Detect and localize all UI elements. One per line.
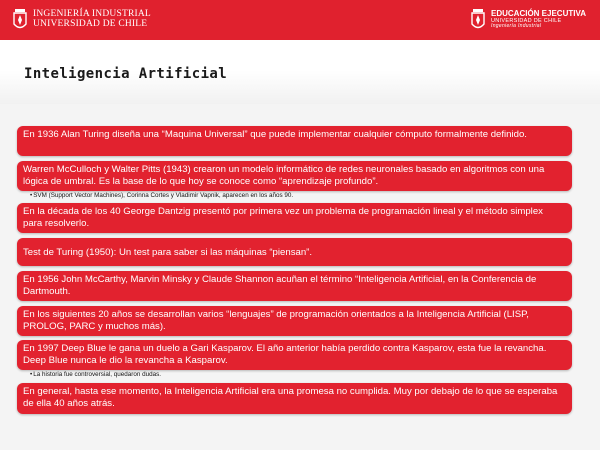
logo-right-line3: Ingeniería Industrial (491, 23, 542, 30)
timeline-item-7: En 1997 Deep Blue le gana un duelo a Gari Kasparov. El año anterior había perdido contra Kasparov, esta fue la revancha. Deep Blue nunca le dio la revancha a Kasparov. (17, 340, 572, 370)
timeline-item-3: En la década de los 40 George Dantzig presentó por primera vez un problema de programación lineal y el método simplex para resolverlo. (17, 203, 572, 233)
logo-left-line1: INGENIERÍA INDUSTRIAL (33, 9, 151, 20)
timeline-note-2: • La historia fue controversial, quedaron dudas. (30, 371, 161, 378)
logo-right-line2: UNIVERSIDAD DE CHILE (491, 17, 562, 24)
ingenieria-industrial-logo (12, 6, 151, 34)
timeline-item-1: En 1936 Alan Turing diseña una “Maquina Universal” que puede implementar cualquier cómputo formalmente definido. (17, 126, 572, 156)
educacion-ejecutiva-logo (470, 6, 586, 34)
timeline-note-1: • SVM (Support Vector Machines), Corinna Cortes y Vladimir Vapnik, aparecen en los años 90. (30, 192, 293, 199)
header-bar (0, 0, 600, 40)
page-title: Inteligencia Artificial (24, 66, 228, 82)
timeline-item-5: En 1956 John McCarthy, Marvin Minsky y Claude Shannon acuñan el término “Inteligencia Artificial, en la Conferencia de Dartmouth. (17, 271, 572, 301)
university-crest-icon (12, 7, 28, 33)
timeline-item-4: Test de Turing (1950): Un test para saber si las máquinas “piensan”. (17, 238, 572, 266)
logo-left-line2: UNIVERSIDAD DE CHILE (33, 19, 148, 29)
logo-right-line1: EDUCACIÓN EJECUTIVA (491, 9, 586, 19)
timeline-item-6: En los siguientes 20 años se desarrollan varios “lenguajes” de programación orientados a la Inteligencia Artificial (LISP, PROLOG, PARC y muchos más). (17, 306, 572, 336)
timeline-item-8: En general, hasta ese momento, la Inteligencia Artificial era una promesa no cumplida. Muy por debajo de lo que se esperaba de ella 40 años atrás. (17, 383, 572, 414)
timeline-item-2: Warren McCulloch y Walter Pitts (1943) crearon un modelo informático de redes neuronales basado en algoritmos con una lógica de umbral. Es la base de lo que hoy se conoce como “aprendizaje profundo”. (17, 161, 572, 191)
university-crest-icon (470, 7, 486, 33)
